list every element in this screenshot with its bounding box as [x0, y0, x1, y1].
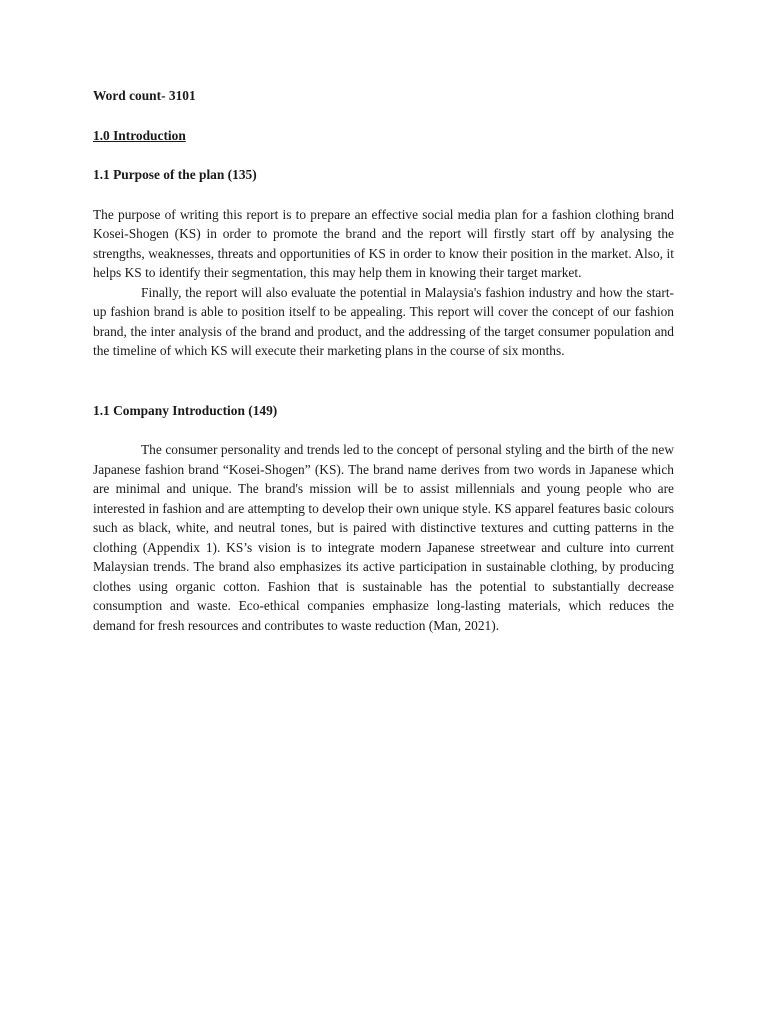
purpose-paragraph-2: Finally, the report will also evaluate the potential in Malaysia's fashion industry and how the start-up fashion brand is able to position itself to be appealing. This report will cover the concept of our fashion brand, the inter analysis of the brand and product, and the addressing of the target consumer population and the timeline of which KS will execute their marketing plans in the course of six months.	[93, 284, 674, 358]
company-paragraph-1: The consumer personality and trends led to the concept of personal styling and the birth of the new Japanese fashion brand “Kosei-Shogen” (KS). The brand name derives from two words in Japanese which are minimal and unique. The brand's mission will be to assist millennials and young people who are interested in fashion and are attempting to develop their own unique style. KS apparel features basic colours such as black, white, and neutral tones, but is paired with distinctive textures and cutting patterns in the clothing (Appendix 1). KS’s vision is to integrate modern Japanese streetwear and culture into current Malaysian trends. The brand also emphasizes its active participation in sustainable clothing, by producing clothes using organic cotton. Fashion that is sustainable has the potential to substantially decrease consumption and waste. Eco-ethical companies emphasize long-lasting materials, which reduces the demand for fresh resources and contributes to waste reduction (Man, 2021).	[93, 442, 674, 633]
purpose-paragraph-1: The purpose of writing this report is to prepare an effective social media plan for a fashion clothing brand Kosei-Shogen (KS) in order to promote the brand and the report will firstly start off by analysing the strengths, weaknesses, threats and opportunities of KS in order to know their position in the market. Also, it helps KS to identify their segmentation, this may help them in knowing their target market.	[93, 206, 674, 280]
document-body	[93, 86, 674, 635]
subsection-heading-company: 1.1 Company Introduction (149)	[93, 402, 278, 418]
section-spacer	[93, 361, 674, 401]
section-heading-introduction: 1.0 Introduction	[93, 127, 186, 143]
word-count: Word count- 3101	[93, 88, 196, 103]
subsection-heading-purpose: 1.1 Purpose of the plan (135)	[93, 167, 257, 182]
